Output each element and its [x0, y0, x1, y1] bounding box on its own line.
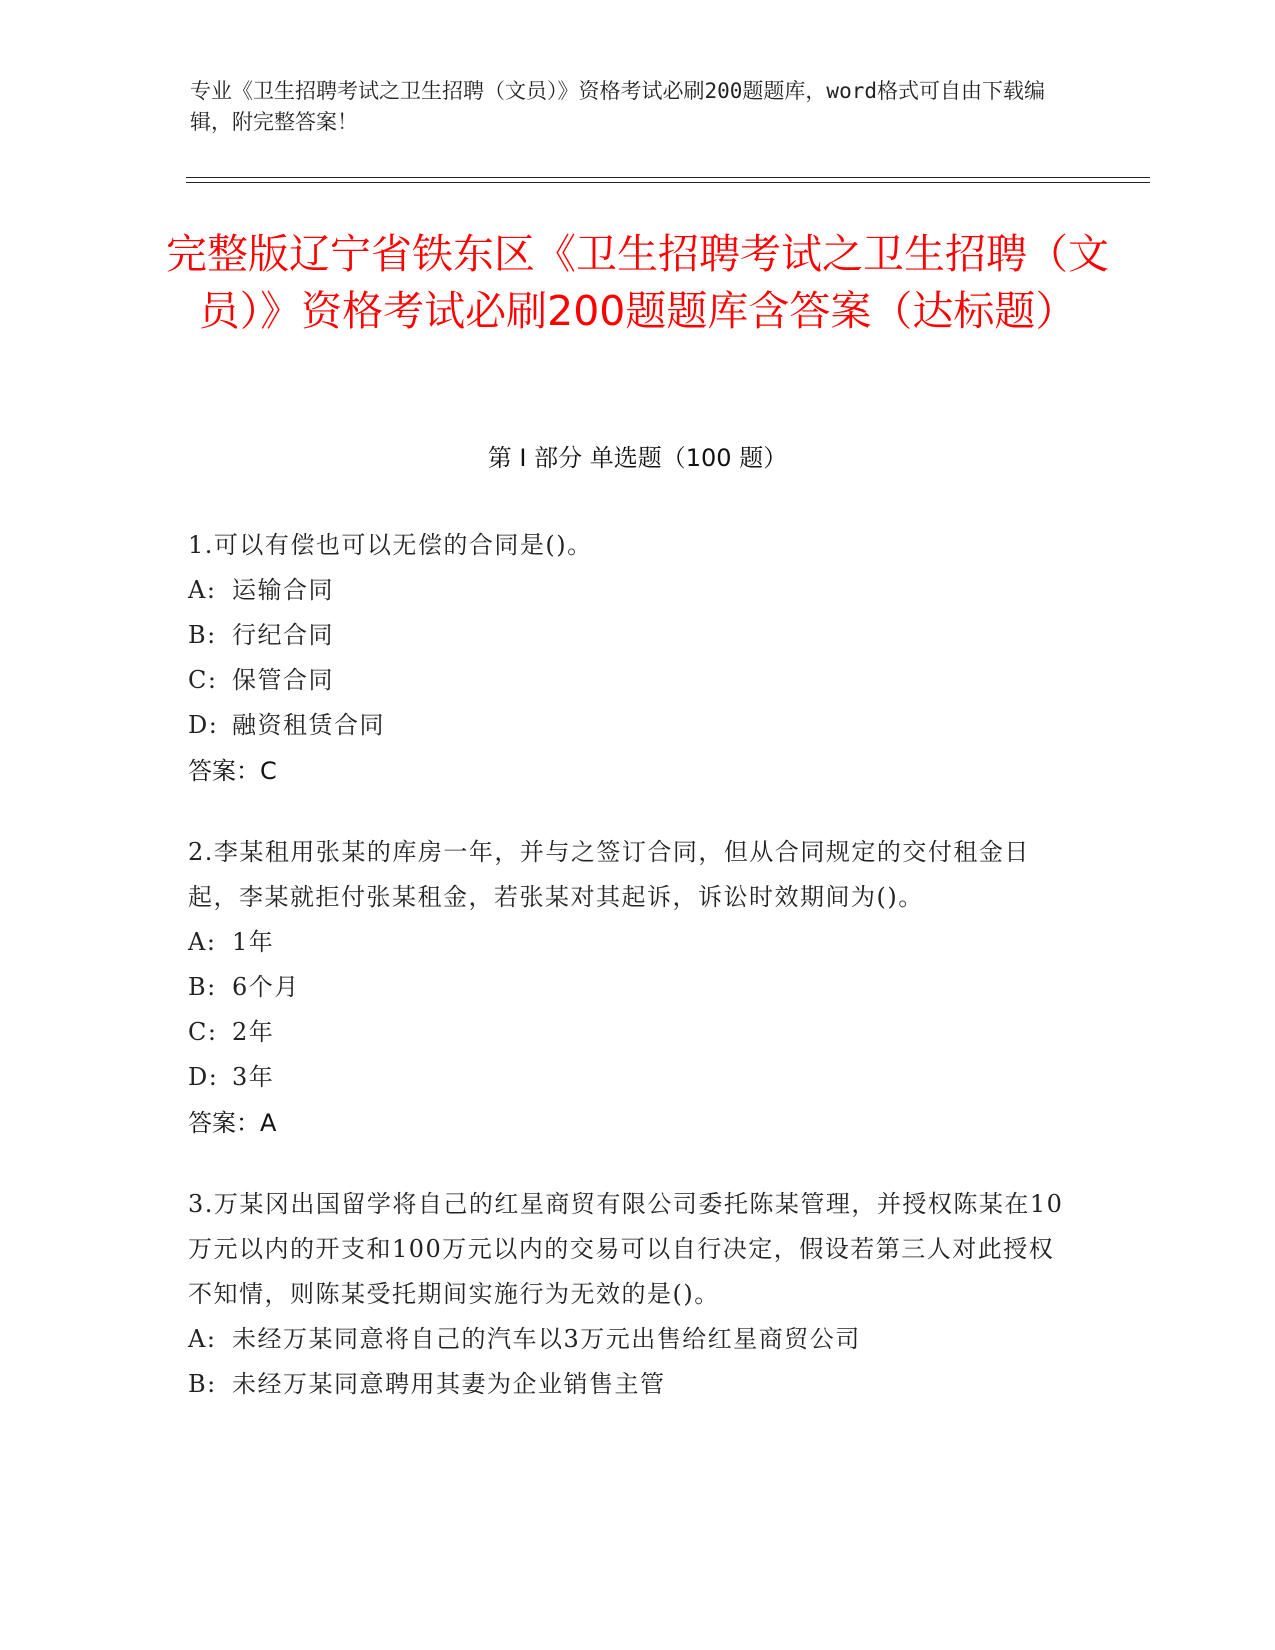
- option-text: 未经万某同意聘用其妻为企业销售主管: [232, 1370, 666, 1398]
- question-stem: 2.李某租用张某的库房一年，并与之签订合同，但从合同规定的交付租金日起，李某就拒付张某租金，若张某对其起诉，诉讼时效期间为()。: [188, 838, 1030, 911]
- question-stem: 1.可以有偿也可以无偿的合同是()。: [188, 531, 593, 559]
- question-3: [188, 1182, 1068, 1407]
- option-letter: D:: [188, 1063, 219, 1091]
- answer-line: 答案：C: [188, 757, 277, 785]
- answer-line: 答案：A: [188, 1109, 277, 1137]
- option-a: [188, 920, 1068, 965]
- option-text: 6个月: [232, 973, 300, 1001]
- option-letter: B:: [188, 1370, 217, 1398]
- option-a: [188, 1317, 1068, 1362]
- question-1: [188, 523, 1068, 794]
- option-text: 运输合同: [232, 576, 334, 604]
- option-letter: D:: [188, 711, 219, 739]
- option-text: 行纪合同: [232, 621, 334, 649]
- option-letter: A:: [188, 928, 217, 956]
- option-letter: B:: [188, 973, 217, 1001]
- option-text: 未经万某同意将自己的汽车以3万元出售给红星商贸公司: [232, 1325, 861, 1353]
- option-text: 2年: [232, 1018, 275, 1046]
- option-text: 3年: [232, 1063, 275, 1091]
- option-d: [188, 1055, 1068, 1100]
- header-divider-bottom: [186, 182, 1150, 183]
- section-title: 第 I 部分 单选题（100 题）: [487, 444, 788, 472]
- question-list: [188, 523, 1068, 1443]
- document-title: 完整版辽宁省铁东区《卫生招聘考试之卫生招聘（文员）》资格考试必刷200题题库含答案（达标题）: [166, 230, 1109, 335]
- option-letter: B:: [188, 621, 217, 649]
- header-divider-top: [186, 177, 1150, 178]
- question-stem: 3.万某冈出国留学将自己的红星商贸有限公司委托陈某管理，并授权陈某在10万元以内的开支和100万元以内的交易可以自行决定，假设若第三人对此授权不知情，则陈某受托期间实施行为无效的是()。: [188, 1190, 1064, 1308]
- question-2: [188, 830, 1068, 1146]
- option-b: [188, 1362, 1068, 1407]
- option-a: [188, 568, 1068, 613]
- option-text: 保管合同: [232, 666, 334, 694]
- option-letter: C:: [188, 1018, 218, 1046]
- option-letter: C:: [188, 666, 218, 694]
- option-c: [188, 1010, 1068, 1055]
- option-c: [188, 658, 1068, 703]
- option-text: 1年: [232, 928, 275, 956]
- option-text: 融资租赁合同: [232, 711, 385, 739]
- option-letter: A:: [188, 576, 217, 604]
- option-b: [188, 613, 1068, 658]
- document-header-note: 专业《卫生招聘考试之卫生招聘（文员）》资格考试必刷200题题库，word格式可自由下载编辑，附完整答案！: [190, 79, 1045, 134]
- option-d: [188, 703, 1068, 748]
- option-b: [188, 965, 1068, 1010]
- option-letter: A:: [188, 1325, 217, 1353]
